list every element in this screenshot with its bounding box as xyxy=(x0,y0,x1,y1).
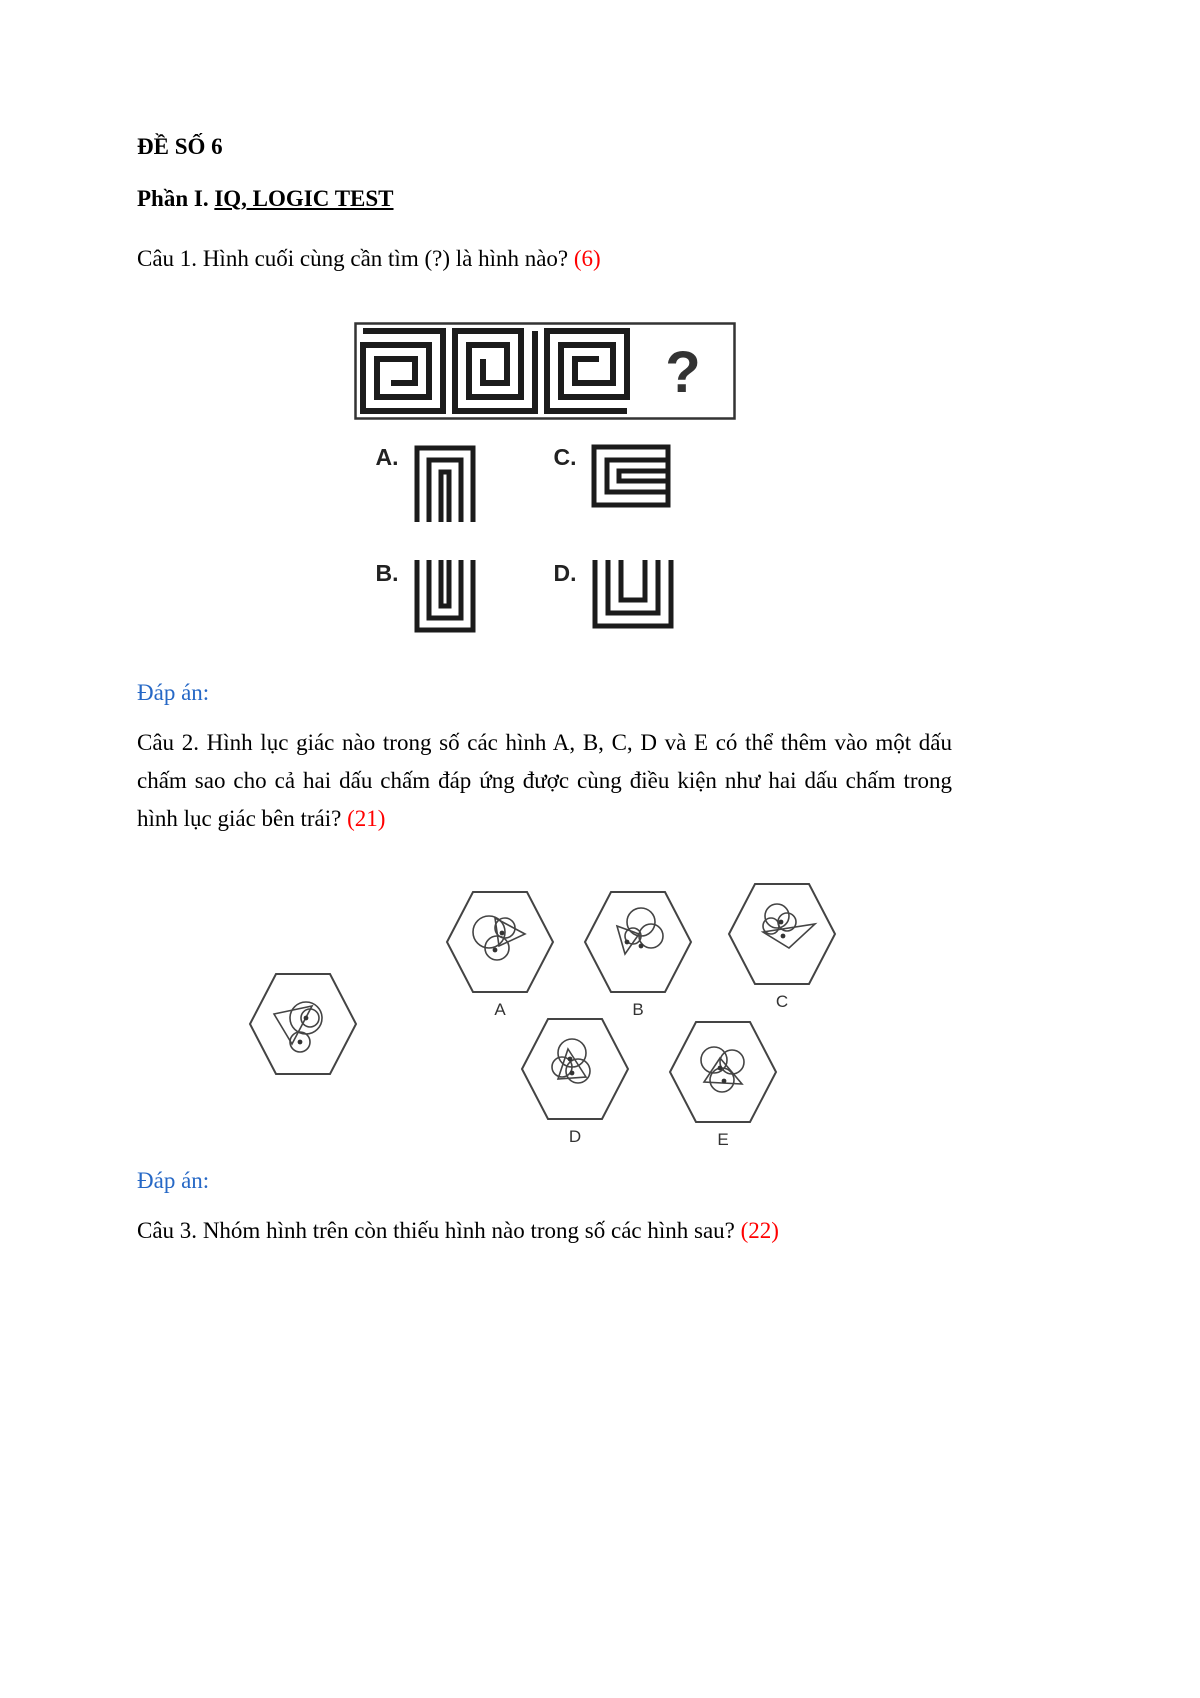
option-b-label: B. xyxy=(375,559,399,586)
question-3-ref: (22) xyxy=(740,1217,779,1243)
question-1-ref: (6) xyxy=(573,246,601,271)
answer-options xyxy=(376,444,736,634)
answer-prompt-1: Đáp án: xyxy=(137,679,210,705)
page-title: ĐỀ SỐ 6 xyxy=(137,134,223,159)
question-mark-icon: ? xyxy=(664,339,701,405)
question-2-figure xyxy=(137,878,952,1152)
sequence-cell-3 xyxy=(547,331,627,411)
option-c xyxy=(554,444,736,522)
question-3-text: Nhóm hình trên còn thiếu hình nào trong số các hình sau? xyxy=(202,1217,735,1243)
hexagon-e-label: E xyxy=(717,1129,729,1149)
question-1-label: Câu 1. xyxy=(137,246,198,271)
hexagon-reference xyxy=(248,970,358,1078)
option-b-shape xyxy=(413,560,477,634)
option-d-label: D. xyxy=(553,559,577,586)
option-b xyxy=(376,560,554,634)
hexagon-b-shape xyxy=(583,888,693,996)
answer-prompt-2: Đáp án: xyxy=(137,1167,210,1193)
sequence-cell-2 xyxy=(455,331,535,411)
option-d-shape xyxy=(591,560,675,630)
hexagon-d-shape xyxy=(520,1015,630,1123)
hexagon-option-c xyxy=(727,880,837,1012)
hexagon-c-label: C xyxy=(775,991,789,1011)
hexagon-e-shape xyxy=(668,1018,778,1126)
hexagon-reference-shape xyxy=(248,970,358,1078)
section-name: IQ, LOGIC TEST xyxy=(214,186,394,211)
option-c-shape xyxy=(591,444,671,508)
question-2-ref: (21) xyxy=(347,805,386,831)
hexagon-option-b xyxy=(583,888,693,1020)
option-a-shape xyxy=(413,444,477,522)
hexagon-a-shape xyxy=(445,888,555,996)
question-3 xyxy=(137,1212,952,1250)
section-prefix: Phần I. xyxy=(137,186,215,211)
question-2-label: Câu 2. xyxy=(137,729,199,755)
question-3-label: Câu 3. xyxy=(137,1217,198,1243)
option-d xyxy=(554,560,736,634)
hexagon-d-label: D xyxy=(568,1126,582,1146)
option-a-label: A. xyxy=(375,443,399,470)
hexagon-a-label: A xyxy=(494,999,506,1019)
question-1-figure xyxy=(354,322,736,634)
sequence-cell-1 xyxy=(363,331,443,411)
option-a xyxy=(376,444,554,522)
question-2 xyxy=(137,724,952,838)
hexagon-option-d xyxy=(520,1015,630,1147)
question-1 xyxy=(137,240,952,278)
option-c-label: C. xyxy=(553,443,577,470)
hexagon-option-a xyxy=(445,888,555,1020)
sequence-strip xyxy=(354,322,736,420)
hexagon-option-e xyxy=(668,1018,778,1150)
hexagon-c-shape xyxy=(727,880,837,988)
question-1-text: Hình cuối cùng cần tìm (?) là hình nào? xyxy=(202,246,569,271)
section-heading xyxy=(137,186,952,212)
hexagon-b-label: B xyxy=(632,999,644,1019)
question-2-text: Hình lục giác nào trong số các hình A, B, C, D và E có thể thêm vào một dấu chấm sao cho cả hai dấu chấm đáp ứng được cùng điều kiện như hai dấu chấm trong hình lục giác bên trái? xyxy=(137,729,952,831)
